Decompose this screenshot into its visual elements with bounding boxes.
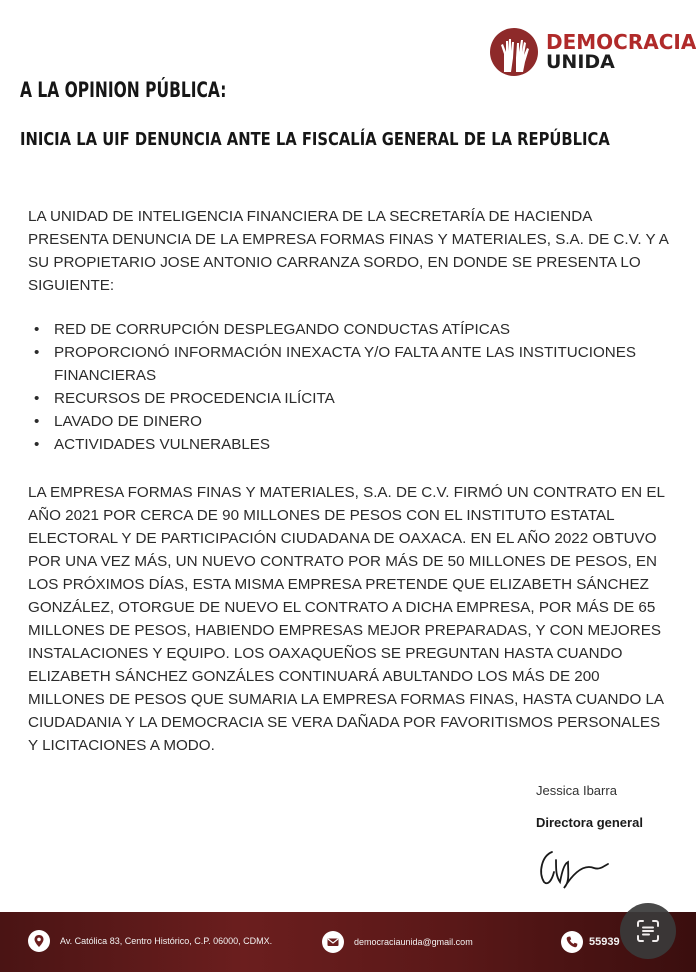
logo-line1: DEMOCRACIA bbox=[546, 30, 696, 54]
text-scan-button[interactable] bbox=[620, 903, 676, 959]
phone-icon bbox=[561, 931, 583, 953]
envelope-icon bbox=[322, 931, 344, 953]
location-pin-icon bbox=[28, 930, 50, 952]
signer-name: Jessica Ibarra bbox=[536, 783, 617, 798]
footer-phone[interactable] bbox=[561, 931, 620, 953]
sub-heading: INICIA LA UIF DENUNCIA ANTE LA FISCALÍA GENERAL DE LA REPÚBLICA bbox=[20, 129, 610, 150]
intro-paragraph: LA UNIDAD DE INTELIGENCIA FINANCIERA DE LA SECRETARÍA DE HACIENDA PRESENTA DENUNCIA DE LA EMPRESA FORMAS FINAS Y MATERIALES, S.A. DE C.V. Y A SU PROPIETARIO JOSE ANTONIO CARRANZA SORDO, EN DONDE SE PRESENTA LO SIGUIENTE: bbox=[28, 208, 669, 294]
email-text[interactable]: democraciaunida@gmail.com bbox=[354, 937, 473, 947]
main-heading: A LA OPINION PÚBLICA: bbox=[20, 78, 227, 102]
list-item: • PROPORCIONÓ INFORMACIÓN INEXACTA Y/O FALTA ANTE LAS INSTITUCIONES FINANCIERAS bbox=[34, 341, 674, 387]
contract-paragraph: LA EMPRESA FORMAS FINAS Y MATERIALES, S.A. DE C.V. FIRMÓ UN CONTRATO EN EL AÑO 2021 POR CERCA DE 90 MILLONES DE PESOS CON EL INSTITUTO ESTATAL ELECTORAL Y DE PARTICIPACIÓN CIUDADANA DE OAXACA. EN EL AÑO 2022 OBTUVO POR UNA VEZ MÁS, UN NUEVO CONTRATO POR MÁS DE 50 MILLONES DE PESOS, EN LOS PRÓXIMOS DÍAS, ESTA MISMA EMPRESA PRETENDE QUE ELIZABETH SÁNCHEZ GONZÁLEZ, OTORGUE DE NUEVO EL CONTRATO A DICHA EMPRESA, POR MÁS DE 65 MILLONES DE PESOS, HABIENDO EMPRESAS MEJOR PREPARADAS, Y CON MEJORES INSTALACIONES Y EQUIPO. LOS OAXAQUEÑOS SE PREGUNTAN HASTA CUANDO ELIZABETH SÁNCHEZ GONZÁLES CONTINUARÁ ABULTANDO LOS MÁS DE 200 MILLONES DE PESOS QUE SUMARIA LA EMPRESA FORMAS FINAS, HASTA CUANDO LA CIUDADANIA Y LA DEMOCRACIA SE VERA DAÑADA POR FAVORITISMOS PERSONALES Y LICITACIONES A MODO. bbox=[28, 484, 665, 754]
footer-bar bbox=[0, 912, 696, 972]
logo-line2: UNIDA bbox=[546, 51, 615, 73]
list-item: • RECURSOS DE PROCEDENCIA ILÍCITA bbox=[34, 387, 674, 410]
list-item: • LAVADO DE DINERO bbox=[34, 410, 674, 433]
phone-text[interactable]: 55939 bbox=[589, 936, 620, 948]
list-item: • RED DE CORRUPCIÓN DESPLEGANDO CONDUCTAS ATÍPICAS bbox=[34, 318, 674, 341]
text-scan-icon bbox=[635, 918, 661, 944]
footer-address bbox=[28, 930, 290, 952]
logo bbox=[490, 26, 696, 78]
signer-title: Directora general bbox=[536, 815, 643, 830]
list-item: • ACTIVIDADES VULNERABLES bbox=[34, 433, 674, 456]
address-text: Av. Católica 83, Centro Histórico, C.P. 06000, CDMX. bbox=[60, 936, 273, 946]
footer-email[interactable] bbox=[322, 931, 473, 953]
accusation-list bbox=[34, 318, 674, 456]
raised-hands-logo-icon bbox=[490, 28, 538, 76]
handwritten-signature bbox=[534, 842, 614, 890]
